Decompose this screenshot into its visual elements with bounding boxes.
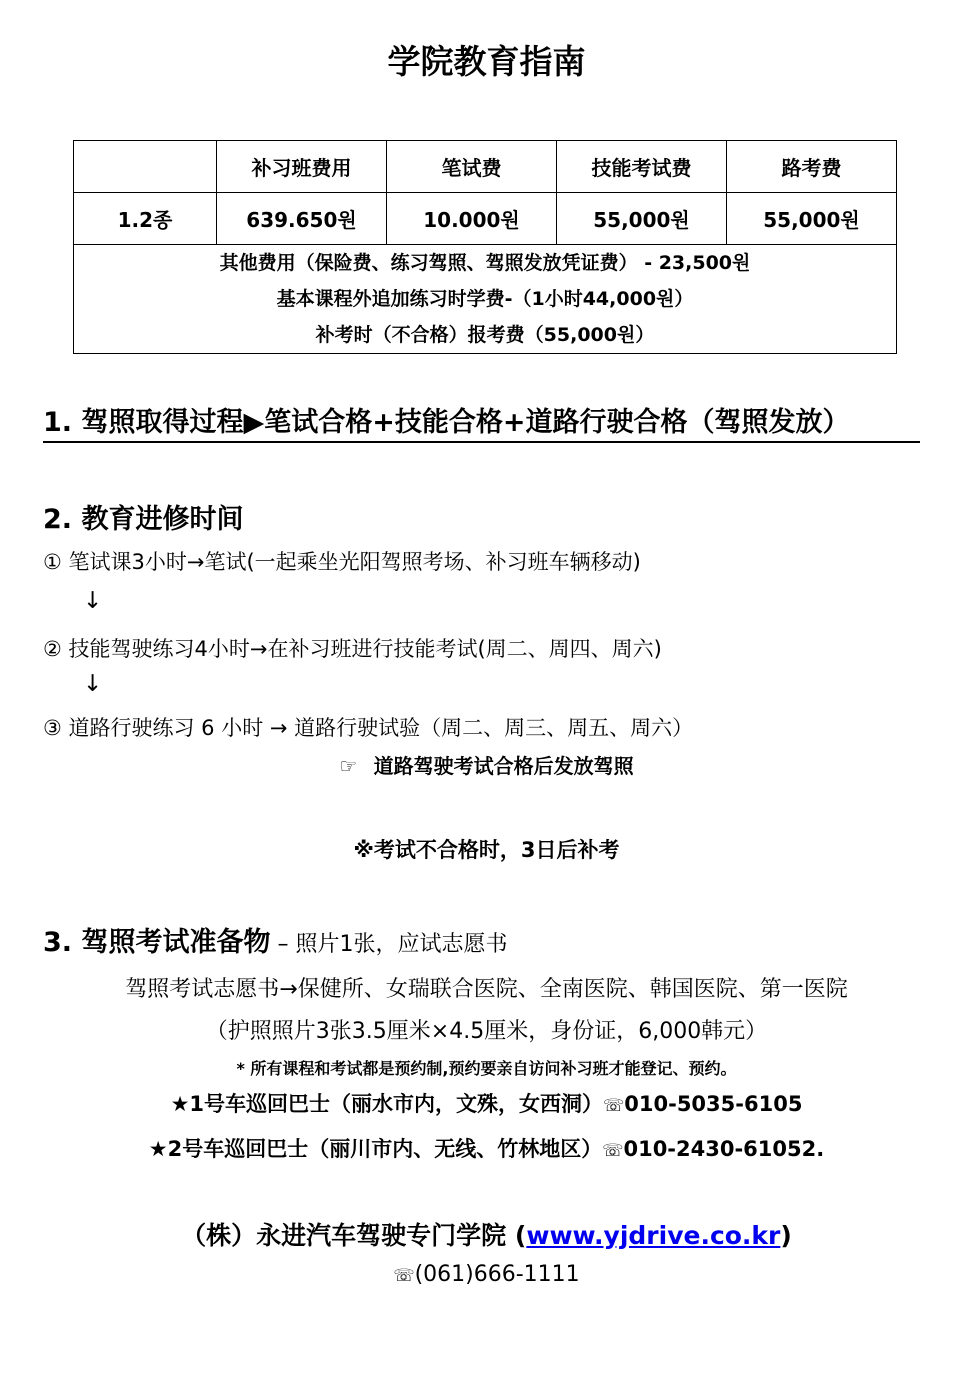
phone-icon: ☏ xyxy=(602,1141,624,1161)
fee-note: 基本课程外追加练习时学费-（1小时44,000원） xyxy=(276,288,694,310)
bus1-info xyxy=(0,1088,973,1118)
section3-dash: – xyxy=(270,932,296,957)
fee-note: 补考时（不合格）报考费（55,000원） xyxy=(315,324,655,346)
header-cell-written-fee: 笔试费 xyxy=(387,141,557,193)
bus2-info xyxy=(0,1133,973,1163)
fee-table-header-row xyxy=(74,141,897,193)
value-cell-road-fee: 55,000원 xyxy=(727,193,897,245)
close-paren: ) xyxy=(780,1221,792,1250)
retest-note: ※考试不合格时，3日后补考 xyxy=(353,838,620,862)
step-2: ② 技能驾驶练习4小时→在补习班进行技能考试(周二、周四、周六) xyxy=(43,637,662,661)
pointing-hand-icon: ☞ xyxy=(339,754,358,778)
school-name: （株）永进汽车驾驶专门学院 xyxy=(181,1221,507,1250)
step-3: ③ 道路行驶练习 6 小时 → 道路行驶试验（周二、周三、周五、周六） xyxy=(43,716,694,740)
fee-table xyxy=(73,140,897,354)
value-cell-written-fee: 10.000원 xyxy=(387,193,557,245)
page-title: 学院教育指南 xyxy=(387,42,586,81)
fee-table-notes-row xyxy=(74,245,897,354)
section3-desc: 照片1张，应试志愿书 xyxy=(295,932,508,957)
header-cell-road-fee: 路考费 xyxy=(727,141,897,193)
school-phone-line xyxy=(0,1262,973,1287)
value-cell-skills-fee: 55,000원 xyxy=(557,193,727,245)
section3-title: 3. 驾照考试准备物 xyxy=(43,927,271,958)
bus1-route: ★1号车巡回巴士（丽水市内，文殊，女西洞） xyxy=(170,1092,603,1116)
school-phone[interactable]: (061)666-1111 xyxy=(414,1262,580,1287)
bus1-phone[interactable]: 010-5035-6105 xyxy=(624,1092,803,1116)
application-places: 驾照考试志愿书→保健所、女瑞联合医院、全南医院、韩国医院、第一医院 xyxy=(125,977,848,1002)
value-cell-class: 1.2종 xyxy=(74,193,217,245)
phone-icon: ☏ xyxy=(393,1266,415,1286)
down-arrow-icon: ↓ xyxy=(83,671,103,697)
fee-note: 其他费用（保险费、练习驾照、驾照发放凭证费） - 23,500원 xyxy=(219,252,751,274)
reservation-notice: * 所有课程和考试都是预约制,预约要亲自访问补习班才能登记、预约。 xyxy=(236,1059,737,1078)
section1-heading: 1. 驾照取得过程▶笔试合格+技能合格+道路行驶合格（驾照发放） xyxy=(43,400,920,443)
license-issue-text: 道路驾驶考试合格后发放驾照 xyxy=(373,754,634,778)
phone-icon: ☏ xyxy=(603,1096,625,1116)
license-issue-note xyxy=(0,750,973,779)
required-documents: （护照照片3张3.5厘米×4.5厘米，身份证，6,000韩元） xyxy=(205,1019,768,1044)
bus2-phone[interactable]: 010-2430-61052. xyxy=(623,1137,825,1161)
section3-heading xyxy=(43,920,507,959)
section2-heading: 2. 教育进修时间 xyxy=(43,504,244,535)
website-link[interactable]: www.yjdrive.co.kr xyxy=(526,1221,781,1250)
school-name-line xyxy=(0,1216,973,1252)
down-arrow-icon: ↓ xyxy=(83,588,103,614)
fee-table-value-row xyxy=(74,193,897,245)
value-cell-tuition: 639.650원 xyxy=(217,193,387,245)
open-paren: ( xyxy=(514,1221,527,1250)
header-cell-tuition: 补习班费用 xyxy=(217,141,387,193)
step-1: ① 笔试课3小时→笔试(一起乘坐光阳驾照考场、补习班车辆移动) xyxy=(43,550,641,574)
header-cell-skills-fee: 技能考试费 xyxy=(557,141,727,193)
header-cell-empty xyxy=(74,141,217,193)
fee-notes-cell xyxy=(74,245,897,354)
bus2-route: ★2号车巡回巴士（丽川市内、无线、竹林地区） xyxy=(148,1137,603,1161)
